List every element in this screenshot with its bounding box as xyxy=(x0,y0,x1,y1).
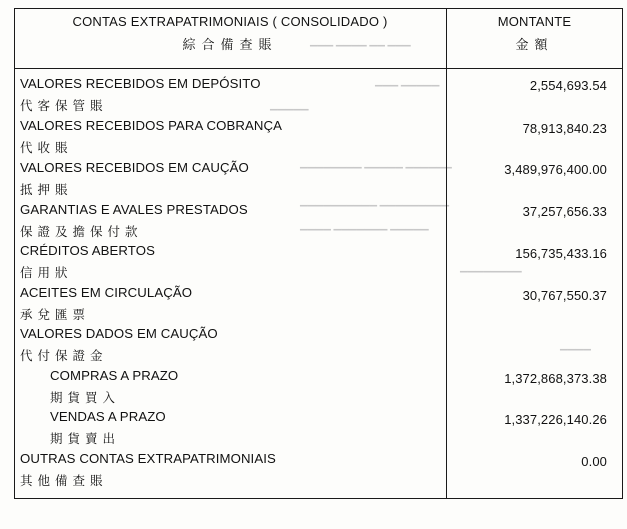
bleed-through-mark: ▁▁▁▁ xyxy=(560,340,591,351)
row-label-pt: GARANTIAS E AVALES PRESTADOS xyxy=(20,202,248,217)
bleed-through-mark: ▁▁▁▁▁ xyxy=(270,100,309,111)
row-label-pt: OUTRAS CONTAS EXTRAPATRIMONIAIS xyxy=(20,451,276,466)
row-label-zh: 期貨賣出 xyxy=(50,431,121,446)
row-amount: 1,337,226,140.26 xyxy=(504,412,607,427)
row-label-zh: 承兌匯票 xyxy=(20,307,91,322)
bleed-through-mark: ▁▁▁▁▁▁▁▁ ▁▁▁▁▁ ▁▁▁▁▁▁ xyxy=(300,158,452,169)
row-amount: 0.00 xyxy=(581,454,607,469)
row-amount: 1,372,868,373.38 xyxy=(504,371,607,386)
bleed-through-mark: ▁▁▁ ▁▁▁▁ ▁▁ ▁▁▁ xyxy=(310,36,411,47)
row-label-pt: VENDAS A PRAZO xyxy=(50,409,166,424)
bleed-through-mark: ▁▁▁▁ ▁▁▁▁▁▁▁ ▁▁▁▁▁ xyxy=(300,220,429,231)
header-title-zh: 綜合備查賬 xyxy=(182,38,278,53)
row-label-zh: 代收賬 xyxy=(20,140,73,155)
row-amount: 78,913,840.23 xyxy=(522,121,607,136)
row-label-pt: VALORES RECEBIDOS EM DEPÓSITO xyxy=(20,76,261,91)
bleed-through-mark: ▁▁▁▁▁▁▁▁ xyxy=(460,262,522,273)
row-amount: 156,735,433.16 xyxy=(515,246,607,261)
row-amount: 30,767,550.37 xyxy=(522,288,607,303)
row-label-zh: 其他備查賬 xyxy=(20,473,108,488)
row-label-zh: 代客保管賬 xyxy=(20,98,108,113)
header-divider xyxy=(14,68,623,69)
row-label-zh: 信用狀 xyxy=(20,265,73,280)
row-amount: 2,554,693.54 xyxy=(529,78,607,93)
row-label-zh: 代付保證金 xyxy=(20,348,108,363)
column-divider xyxy=(446,8,447,499)
row-label-pt: CRÉDITOS ABERTOS xyxy=(20,243,155,258)
header-title-pt: CONTAS EXTRAPATRIMONIAIS ( CONSOLIDADO ) xyxy=(72,14,388,29)
row-label-zh: 保證及擔保付款 xyxy=(20,224,143,239)
row-label-zh: 抵押賬 xyxy=(20,182,73,197)
row-amount: 37,257,656.33 xyxy=(522,204,607,219)
row-label-pt: VALORES DADOS EM CAUÇÃO xyxy=(20,326,218,341)
row-label-pt: VALORES RECEBIDOS EM CAUÇÃO xyxy=(20,160,249,175)
row-label-pt: VALORES RECEBIDOS PARA COBRANÇA xyxy=(20,118,283,133)
row-label-pt: ACEITES EM CIRCULAÇÃO xyxy=(20,285,193,300)
header-amount-zh: 金額 xyxy=(515,38,554,53)
header-amount-pt: MONTANTE xyxy=(497,14,572,29)
row-label-pt: COMPRAS A PRAZO xyxy=(50,368,179,383)
row-label-zh: 期貨買入 xyxy=(50,390,121,405)
bleed-through-mark: ▁▁▁▁▁▁▁▁▁▁ ▁▁▁▁▁▁▁▁▁ xyxy=(300,196,449,207)
bleed-through-mark: ▁▁▁ ▁▁▁▁▁ xyxy=(375,76,440,87)
row-amount: 3,489,976,400.00 xyxy=(504,162,607,177)
